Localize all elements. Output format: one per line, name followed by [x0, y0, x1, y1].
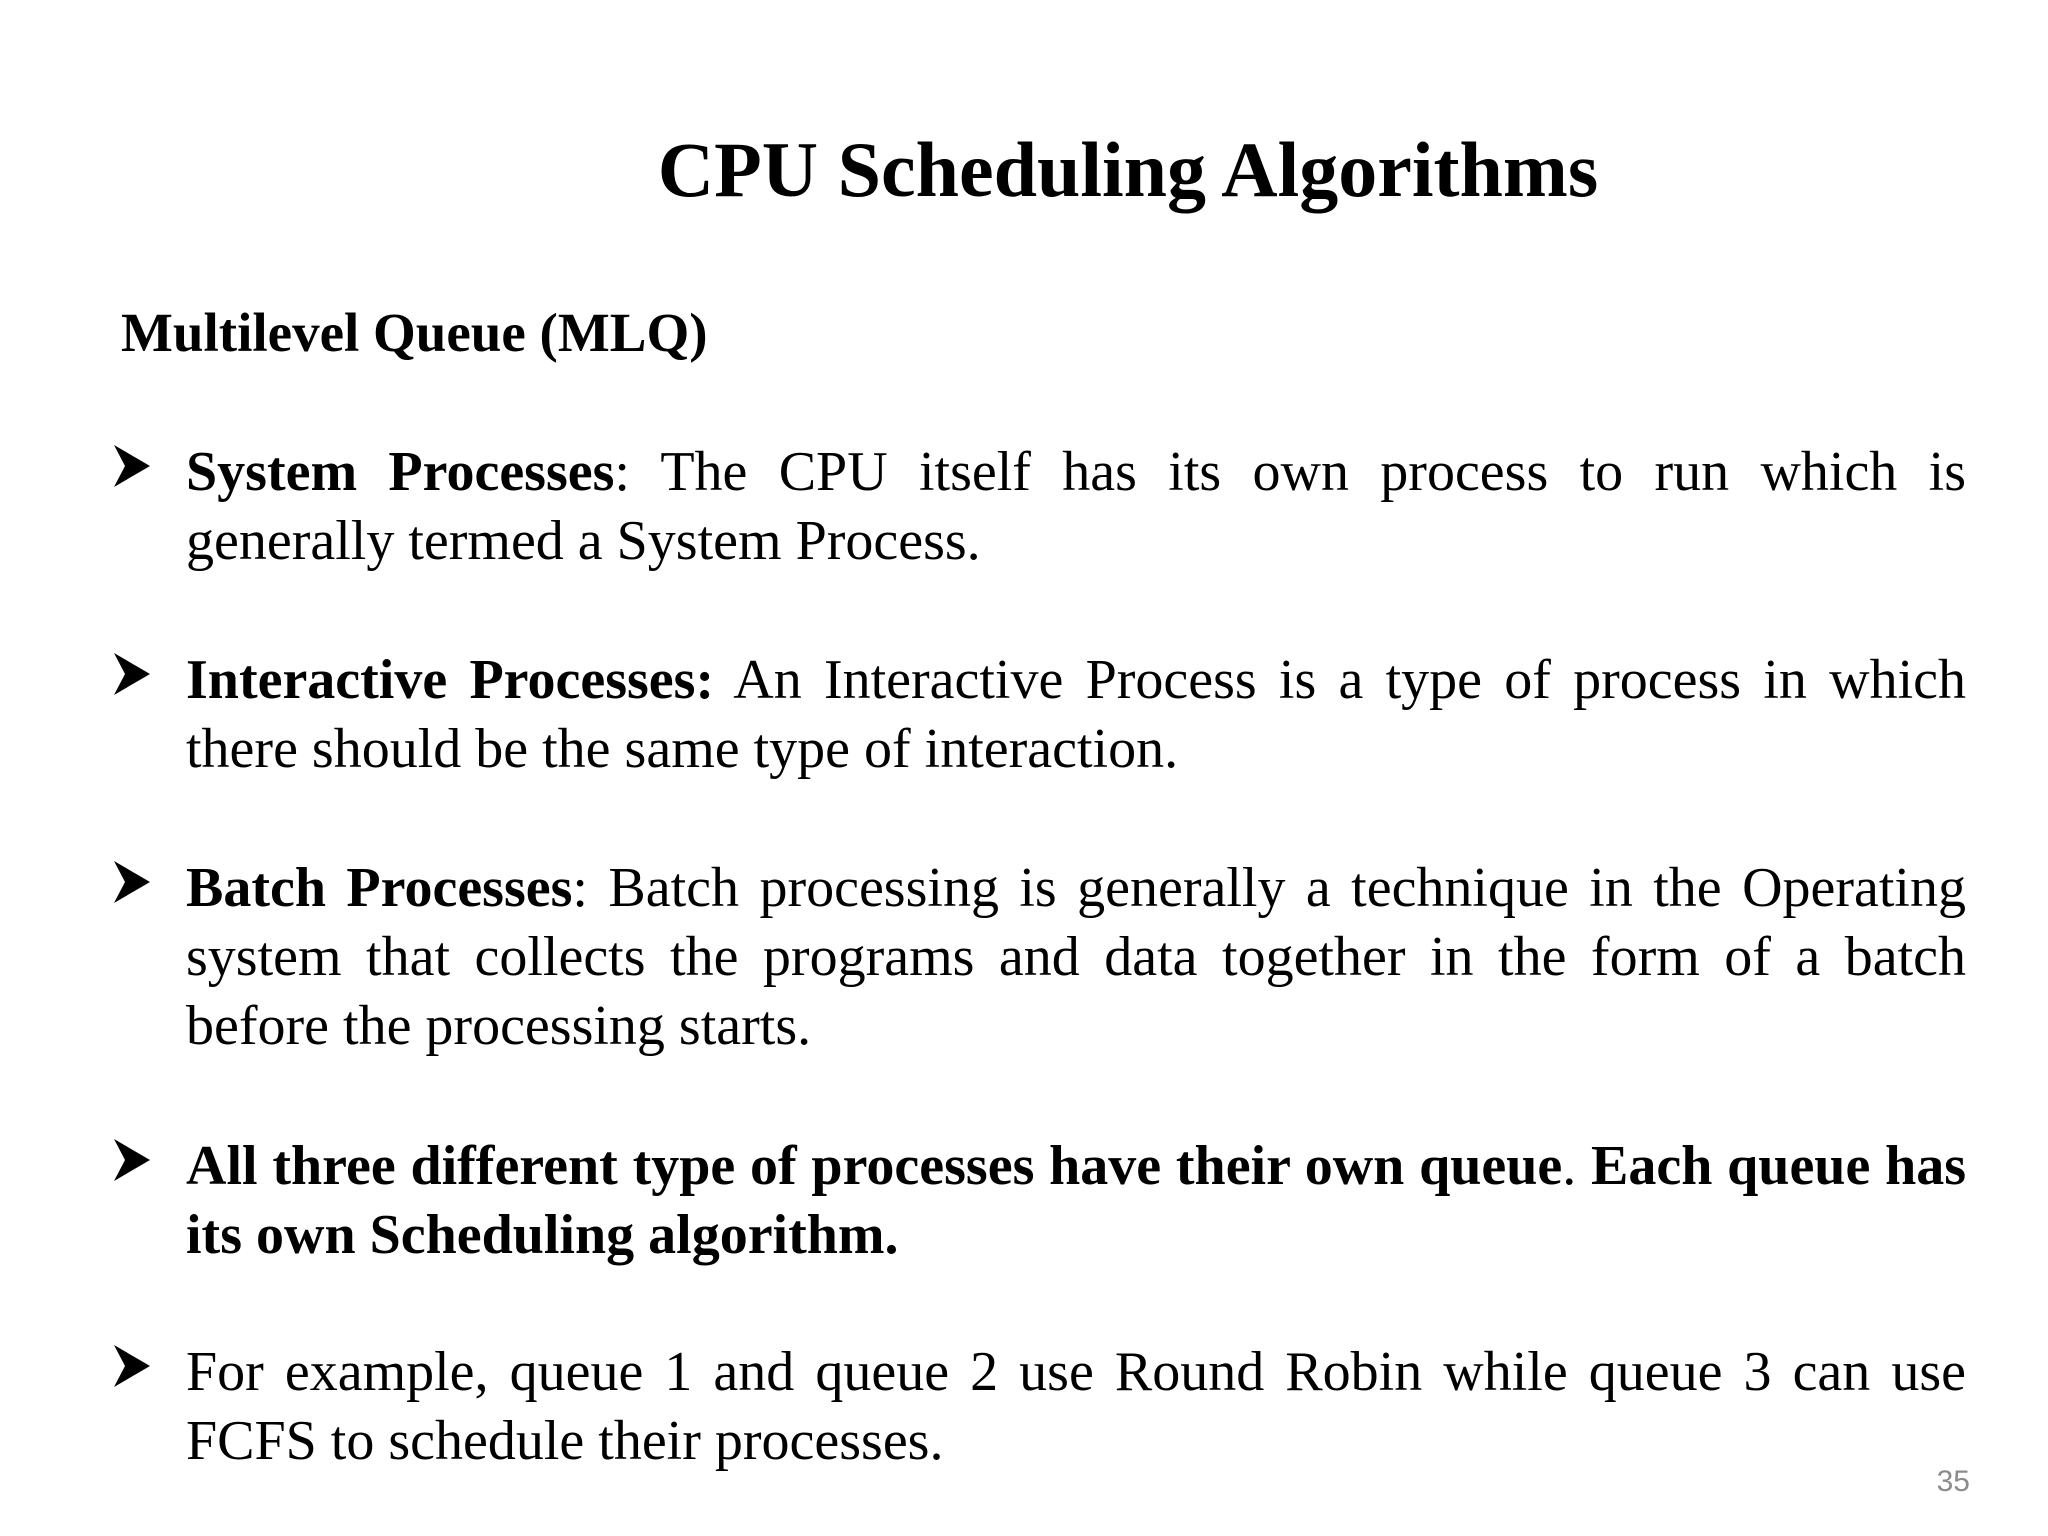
bullet-term: All three different type of processes have their own queue [186, 1135, 1563, 1197]
bullet-text [186, 646, 1966, 784]
bullet-body: Batch processing is generally a technique in the Operating system that collects the programs and data together in the form of a batch before the processing starts. [186, 857, 1966, 1057]
bullet-body: For example, queue 1 and queue 2 use Round Robin while queue 3 can use FCFS to schedule their processes. [186, 1341, 1966, 1472]
bullet-body: Each queue has its own Scheduling algorithm. [186, 1135, 1967, 1266]
bullet-separator: : [614, 441, 661, 503]
page-number: 35 [1936, 1465, 1970, 1498]
arrowhead-bullet-icon [112, 858, 152, 906]
bullet-text [186, 1132, 1966, 1270]
bullet-term: Batch Processes [186, 857, 573, 919]
arrowhead-bullet-icon [112, 1136, 152, 1184]
section-subtitle: Multilevel Queue (MLQ) [121, 302, 708, 363]
bullet-text [186, 854, 1966, 1061]
bullet-body: The CPU itself has its own process to run which is generally termed a System Process. [186, 441, 1966, 572]
bullet-term: Interactive Processes: [186, 649, 715, 711]
bullet-term: System Processes [186, 441, 615, 503]
arrowhead-bullet-icon [112, 650, 152, 698]
arrowhead-bullet-icon [112, 1342, 152, 1390]
bullet-text [186, 438, 1966, 576]
bullet-separator [714, 649, 733, 711]
bullet-separator: . [1562, 1135, 1592, 1197]
arrowhead-bullet-icon [112, 442, 152, 490]
bullet-text [186, 1338, 1966, 1476]
bullet-separator: : [572, 857, 609, 919]
bullet-body: An Interactive Process is a type of process in which there should be the same type of interaction. [186, 649, 1966, 780]
slide-title: CPU Scheduling Algorithms [657, 126, 1599, 213]
